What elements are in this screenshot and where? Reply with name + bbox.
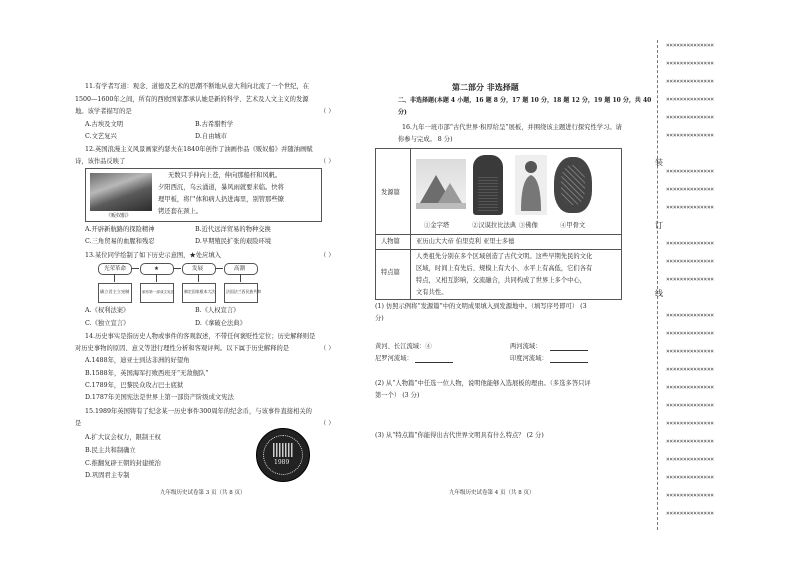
- q13-top-3: 发展: [182, 263, 216, 275]
- q14-line2: 对历史事物的原因、意义等进行理性分析和客观评判。以下属于历史解释的是: [75, 345, 290, 352]
- q13-top-4: 高潮: [224, 263, 258, 275]
- q13-diagram: [98, 263, 262, 305]
- q12-option-b[interactable]: B.近代远洋贸易的物种交换: [195, 226, 271, 233]
- coin-year: 1989: [274, 459, 290, 466]
- q13-top-1: 光荣革命: [98, 263, 132, 275]
- q14-line1: 14.历史事实是指历史人物或事件的客观叙述，不带任何褒贬性定位；历史解释则是: [85, 333, 316, 340]
- q14-option-c[interactable]: C.1789年，巴黎民众攻占巴士底狱: [85, 382, 184, 389]
- q15-option-a[interactable]: A.扩大议会权力，限制王权: [85, 434, 161, 441]
- q11-paren: （ ）: [320, 108, 335, 115]
- part2-subtitle-cont: 分): [398, 109, 407, 116]
- river-indus: 印度河流域：: [510, 355, 548, 362]
- q14-option-d[interactable]: D.1787年美国宪法是世界上第一部资产阶级成文宪法: [85, 394, 234, 401]
- q16-sub2-cont: 第一个） (3 分): [375, 392, 420, 399]
- q16-sub1: (1) 仿照示例将“发源篇”中的文明成果填入到发源地中。（填写序号即可） (3: [375, 303, 587, 310]
- part2-title: 第二部分 非选择题: [452, 82, 519, 92]
- commemorative-coin-image: [256, 428, 310, 482]
- q13-bottom-3: 制定国家根本大法: [182, 283, 216, 303]
- row-label-people: 人物篇: [381, 238, 400, 245]
- q12-line1: 12.英国浪漫主义风景画家约瑟夫在1840年创作了油画作品《贩奴船》并随油画赋: [85, 146, 313, 153]
- item-buddha: ③佛像: [519, 222, 538, 229]
- q11-option-a[interactable]: A.古埃及文明: [85, 121, 124, 128]
- q14-option-a[interactable]: A.1488年，迪亚士到达非洲的好望角: [85, 357, 190, 364]
- binding-label-xian: 线: [655, 289, 663, 298]
- answer-blank-mesopotamia[interactable]: [550, 350, 588, 351]
- q11-option-c[interactable]: C.文艺复兴: [85, 133, 117, 140]
- oracle-bone-image: [554, 157, 592, 213]
- people-list: 亚历山大大帝 伯里克利 亚里士多德: [416, 238, 515, 245]
- q15-paren: （ ）: [320, 420, 335, 427]
- item-oracle-bone: ④甲骨文: [560, 222, 586, 229]
- q13-top-2: ★: [140, 263, 174, 275]
- q16-line2: 你参与完成。 8 分): [398, 136, 453, 143]
- q12-material-box: [85, 168, 322, 222]
- q13-bottom-4: 法国法兰西民族共和: [224, 283, 258, 303]
- row-label-features: 特点篇: [381, 269, 400, 276]
- q12-paren: （ ）: [320, 158, 335, 165]
- item-pyramid: ①金字塔: [424, 222, 450, 229]
- q12-poem-line3: 理甲板，将尸体和病人扔进海里，别管那些镣: [158, 196, 284, 203]
- answer-blank-nile[interactable]: [415, 362, 453, 363]
- q13-paren: （ ）: [320, 252, 335, 259]
- buddha-statue-image: [515, 155, 547, 215]
- q14-option-b[interactable]: B.1588年，英国海军打败西班牙“无敌舰队”: [85, 370, 209, 377]
- features-line2: 区域，时间上有先后、规模上有大小、水平上有高低，它们各有: [416, 265, 593, 272]
- q12-line2: 诗，该作品反映了: [75, 158, 126, 165]
- features-line4: 文有共性。: [416, 289, 448, 296]
- q13-bottom-1: 确立君主立宪制: [98, 283, 132, 303]
- q16-sub2: (2) 从“人物篇”中任选一位人物，说明他能够入选展板的理由。（多选多答只评: [375, 380, 591, 387]
- q13-option-d[interactable]: D.《拿破仑法典》: [195, 320, 246, 327]
- footer-left: 九年级历史试卷第 3 页（共 8 页）: [160, 490, 246, 496]
- q11-option-d[interactable]: D.自由城市: [195, 133, 228, 140]
- q12-option-a[interactable]: A.开辟新航路的探险精神: [85, 226, 155, 233]
- q12-option-d[interactable]: D.早期殖民扩张的艰险环境: [195, 238, 272, 245]
- binding-label-ding: 订: [655, 221, 663, 230]
- q11-line1: 11.有学者写道：观念、道德及艺术的思潮不断地从意大利向北流了一个世纪，在: [85, 83, 310, 90]
- q15-line2: 是: [75, 420, 82, 427]
- q11-line2: 1500—1600年之间，所有的西欧国家都承认她是新的科学、艺术及人文主义的发源: [75, 96, 309, 103]
- river-nile: 尼罗河流域：: [375, 355, 413, 362]
- row-label-origin: 发源篇: [381, 189, 400, 196]
- q16-table: [375, 148, 622, 300]
- q14-paren: （ ）: [320, 345, 335, 352]
- q13-bottom-2: 颁布第一部成文宪法: [140, 283, 174, 303]
- painting-image: [90, 173, 152, 211]
- item-hammurabi: ②汉谟拉比法典: [472, 222, 517, 229]
- q12-poem-line4: 铐还套在颈上。: [158, 208, 203, 215]
- q12-option-c[interactable]: C.三角贸易的血腥和残忍: [85, 238, 155, 245]
- q12-poem-line2: 夕阳西沉，乌云涌道，暴风雨就要来临。快将: [158, 184, 284, 191]
- q11-line3: 地。该学者描写的是: [75, 108, 132, 115]
- features-line3: 特点，又相互影响，交流融合，共同构成了世界上多个中心，: [416, 277, 587, 284]
- footer-right: 九年级历史试卷第 4 页（共 8 页）: [449, 490, 535, 496]
- q15-line1: 15.1989年英国铸有了纪念某一历史事件300周年的纪念币，与该事件直接相关的: [85, 408, 312, 415]
- q13-option-c[interactable]: C.《独立宣言》: [85, 320, 130, 327]
- pyramid-image: [416, 159, 466, 209]
- river-yellow-yangtze: 黄河、长江流域：④: [375, 343, 432, 350]
- q16-sub3: (3) 从“特点篇”你能得出古代世界文明具有什么特点？ (2 分): [375, 432, 544, 439]
- binding-label-zhuang: 装: [655, 158, 663, 167]
- q16-line1: 16.九年一班市部“古代世界·积厚给呈”展板，并围绕该主题进行探究性学习。请: [402, 124, 622, 131]
- q15-option-d[interactable]: D.巩固君主专制: [85, 472, 130, 479]
- q15-option-b[interactable]: B.民主共和制确立: [85, 447, 136, 454]
- q15-option-c[interactable]: C.推翻复辟王朝的封建统治: [85, 460, 161, 467]
- right-page: [375, 0, 655, 561]
- features-line1: 人类祖先分别在多个区域创造了古代文明。这些早期先民的文化: [416, 253, 593, 260]
- code-of-hammurabi-image: [473, 155, 503, 215]
- q12-poem-line1: 无数只手伸向上苍，伸向那船杆和风帆。: [168, 172, 282, 179]
- answer-blank-indus[interactable]: [550, 362, 588, 363]
- q13-option-a[interactable]: A.《权利法案》: [85, 307, 130, 314]
- part2-subtitle: 二、非选择题(本题 4 小题，16 题 8 分，17 题 10 分，18 题 12 分，19 题 10 分，共 40: [398, 97, 652, 104]
- q11-option-b[interactable]: B.古希腊哲学: [195, 121, 234, 128]
- q13-option-b[interactable]: B.《人权宣言》: [195, 307, 240, 314]
- q13-stem: 13.某位同学绘制了如下历史示意图，★处应填入: [85, 252, 221, 259]
- q16-sub1-cont: 分): [375, 315, 384, 322]
- river-mesopotamia: 两河流域：: [510, 343, 542, 350]
- painting-caption: 《贩奴船》: [106, 213, 132, 219]
